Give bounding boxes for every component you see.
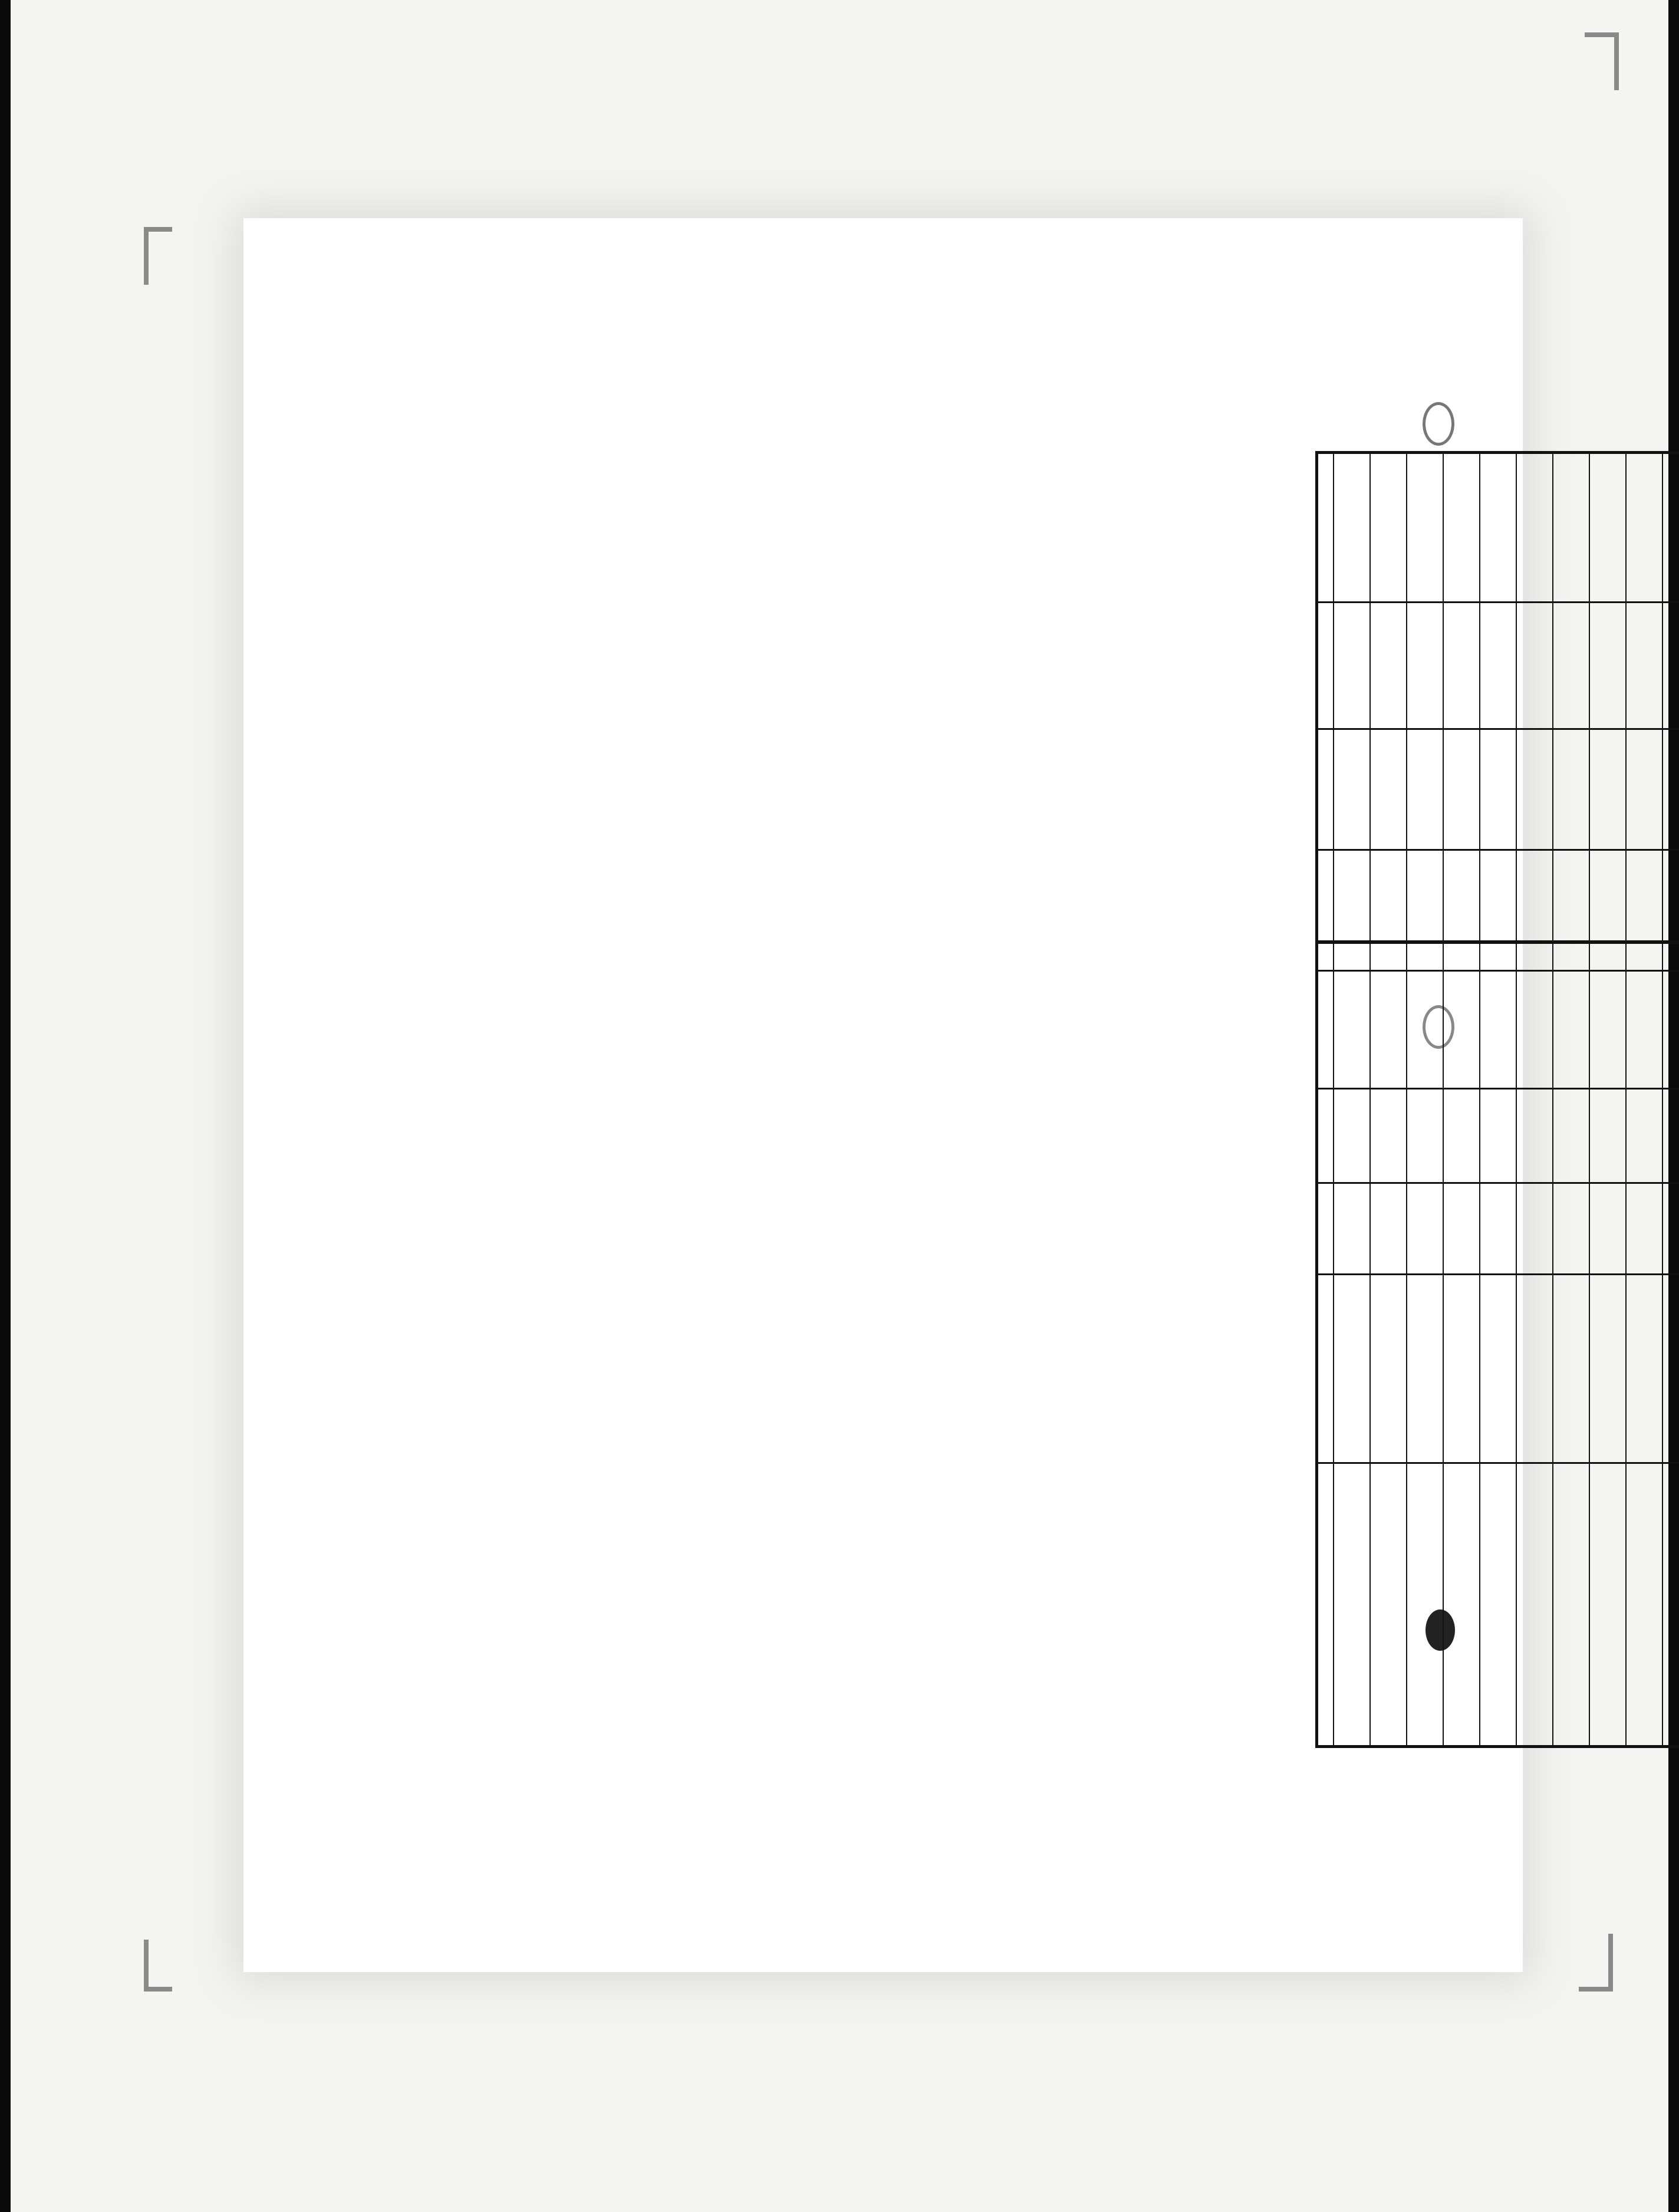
- row-rule: [1443, 451, 1444, 1748]
- row-rule: [1516, 451, 1517, 1748]
- crop-mark-top-right: [1585, 32, 1619, 90]
- row-rule: [1625, 451, 1627, 1748]
- crop-mark-top-left: [144, 227, 172, 285]
- row-rule: [1406, 451, 1407, 1748]
- row-rule: [1589, 451, 1590, 1748]
- row-rule: [1369, 451, 1371, 1748]
- crop-mark-bottom-left: [144, 1940, 172, 1992]
- row-rule: [1552, 451, 1553, 1748]
- row-rule: [1333, 451, 1334, 1748]
- rate-sheet: [1315, 451, 1679, 1748]
- crop-mark-bottom-right: [1579, 1934, 1613, 1992]
- punch-hole-top: [1423, 402, 1454, 446]
- row-rule: [1479, 451, 1480, 1748]
- row-rule: [1662, 451, 1663, 1748]
